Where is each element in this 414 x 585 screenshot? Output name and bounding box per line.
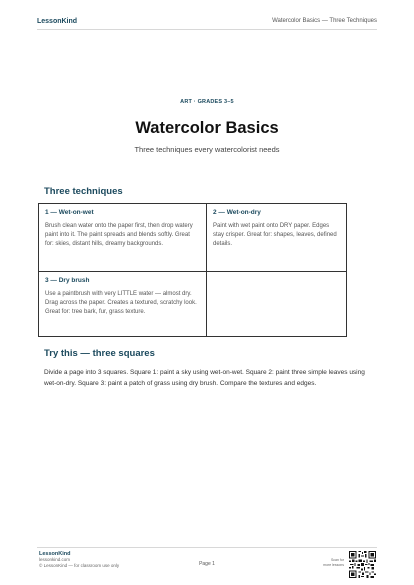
techniques-heading: Three techniques <box>44 186 123 197</box>
footer-brand: LessonKind <box>39 551 71 557</box>
page-title: Watercolor Basics <box>135 119 279 137</box>
scan-caption <box>323 558 344 567</box>
activity-instructions: Divide a page into 3 squares. Square 1: paint a sky using wet-on-wet. Square 2: paint three simple leaves using wet-on-dry. Square 3: paint a patch of grass using dry brush. Compare the textures and edges. <box>44 369 365 387</box>
technique-title: 3 — Dry brush <box>45 277 90 284</box>
footer-site-link[interactable]: lessonkind.com <box>39 557 71 562</box>
footer-divider <box>37 547 377 548</box>
header-divider <box>37 29 377 30</box>
subject-label: ART · GRADES 3–5 <box>180 99 234 105</box>
page-number: Page 1 <box>199 561 215 567</box>
scan-caption-line: more lessons <box>323 562 344 567</box>
technique-cell-dry-brush <box>39 272 207 336</box>
technique-cell-wet-on-wet <box>39 204 207 272</box>
technique-description: Paint with wet paint onto DRY paper. Edges stay crisper. Great for: shapes, leaves, defined details. <box>213 223 337 247</box>
header-doc-title: Watercolor Basics — Three Techniques <box>272 18 377 24</box>
techniques-table <box>38 203 347 337</box>
technique-title: 2 — Wet-on-dry <box>213 209 261 216</box>
header-brand: LessonKind <box>37 17 78 25</box>
qr-code-icon <box>349 551 376 578</box>
page-subtitle: Three techniques every watercolorist needs <box>134 145 280 154</box>
footer-copyright: © LessonKind — for classroom use only <box>39 563 120 568</box>
page-header <box>37 14 377 28</box>
technique-description: Brush clean water onto the paper first, then drop watery paint into it. The paint spreads and blends softly. Great for: skies, distant hills, dreamy backgrounds. <box>45 223 193 247</box>
technique-title: 1 — Wet-on-wet <box>45 209 94 216</box>
empty-cell <box>207 272 346 336</box>
scan-caption-line: Scan for <box>330 558 344 562</box>
technique-description: Use a paintbrush with very LITTLE water — almost dry. Drag across the paper. Creates a textured, scratchy look. Great for: tree bark, fur, grass texture. <box>45 291 197 315</box>
activity-heading: Try this — three squares <box>44 348 155 359</box>
technique-cell-wet-on-dry <box>207 204 346 272</box>
